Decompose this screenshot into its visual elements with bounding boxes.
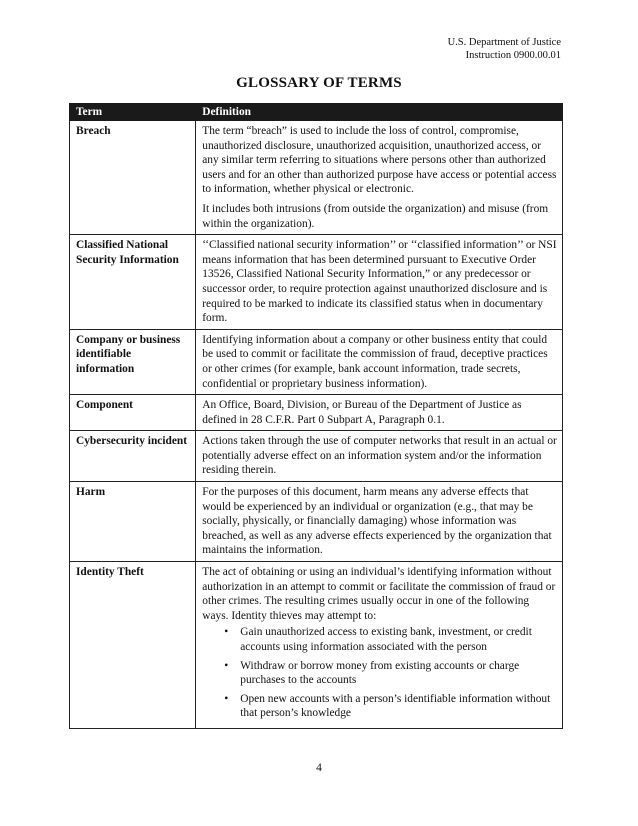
definition-cell	[196, 482, 563, 562]
table-row	[70, 329, 563, 394]
table-row	[70, 395, 563, 431]
page-header	[448, 36, 561, 62]
glossary-table	[69, 103, 563, 729]
definition-cell	[196, 329, 563, 394]
table-row	[70, 482, 563, 562]
definition-paragraph: The term “breach” is used to include the loss of control, compromise, unauthorized disclosure, unauthorized acquisition, unauthorized access, or any similar term referring to situations where persons other than authorized users and for an other than authorized purpose have access or potential access to information, whether physical or electronic.	[202, 125, 557, 196]
column-header-term: Term	[70, 104, 196, 121]
bullet-list	[202, 625, 558, 721]
table-header-row	[70, 104, 563, 121]
definition-cell	[196, 235, 563, 330]
term-cell: Identity Theft	[70, 562, 196, 729]
definition-paragraph: An Office, Board, Division, or Bureau of the Department of Justice as defined in 28 C.F.R. Part 0 Subpart A, Paragraph 0.1.	[202, 399, 522, 426]
page-number: 4	[316, 762, 322, 774]
definition-paragraph: It includes both intrusions (from outside the organization) and misuse (from within the organization).	[202, 202, 549, 230]
term-cell: Component	[70, 395, 196, 431]
term-cell: Company or business identifiable information	[70, 329, 196, 394]
term-cell: Harm	[70, 482, 196, 562]
definition-paragraph: ‘‘Classified national security information’’ or ‘‘classified information’’ or NSI means information that has been determined pursuant to Executive Order 13526, Classified National Security Information,” or any predecessor or successor order, to require protection against unauthorized disclosure and is required to be marked to indicate its classified status when in documentary form.	[202, 239, 557, 325]
definition-paragraph: Actions taken through the use of computer networks that result in an actual or potentially adverse effect on an information system and/or the information residing therein.	[202, 435, 557, 477]
table-row	[70, 562, 563, 729]
definition-paragraph: The act of obtaining or using an individual’s identifying information without authorization in an attempt to commit or facilitate the commission of fraud or other crimes. The resulting crimes usually occur in one of the following ways. Identity thieves may attempt to:	[202, 566, 556, 622]
table-row	[70, 121, 563, 235]
definition-paragraph: For the purposes of this document, harm means any adverse effects that would be experienced by an individual or organization (e.g., that may be socially, physically, or financially damaging) whose information was breached, as well as any adverse effects experienced by the organization that maintains the information.	[202, 486, 552, 557]
table-row	[70, 235, 563, 330]
bullet-item	[202, 625, 558, 654]
definition-cell	[196, 431, 563, 482]
definition-cell	[196, 562, 563, 729]
bullet-icon: •	[224, 626, 229, 639]
table-row	[70, 431, 563, 482]
definition-paragraph: Identifying information about a company or other business entity that could be used to commit or facilitate the commission of fraud, deceptive practices or other crimes (for example, bank account information, trade secrets, confidential or proprietary business information).	[202, 333, 548, 390]
term-cell: Classified National Security Information	[70, 235, 196, 330]
bullet-icon: •	[224, 692, 229, 705]
term-cell: Cybersecurity incident	[70, 431, 196, 482]
bullet-text: Gain unauthorized access to existing bank, investment, or credit accounts using information associated with the person	[240, 626, 532, 653]
term-cell: Breach	[70, 121, 196, 235]
definition-cell	[196, 395, 563, 431]
page-title: GLOSSARY OF TERMS	[236, 75, 402, 91]
bullet-text: Withdraw or borrow money from existing accounts or charge purchases to the accounts	[240, 659, 520, 687]
definition-cell	[196, 121, 563, 235]
column-header-definition: Definition	[196, 104, 563, 121]
bullet-item	[202, 659, 558, 688]
header-department: U.S. Department of Justice	[447, 37, 561, 48]
bullet-text: Open new accounts with a person’s identifiable information without that person’s knowledge	[240, 692, 551, 720]
header-instruction: Instruction 0900.00.01	[465, 50, 561, 61]
bullet-item	[202, 692, 558, 721]
bullet-icon: •	[224, 659, 229, 672]
